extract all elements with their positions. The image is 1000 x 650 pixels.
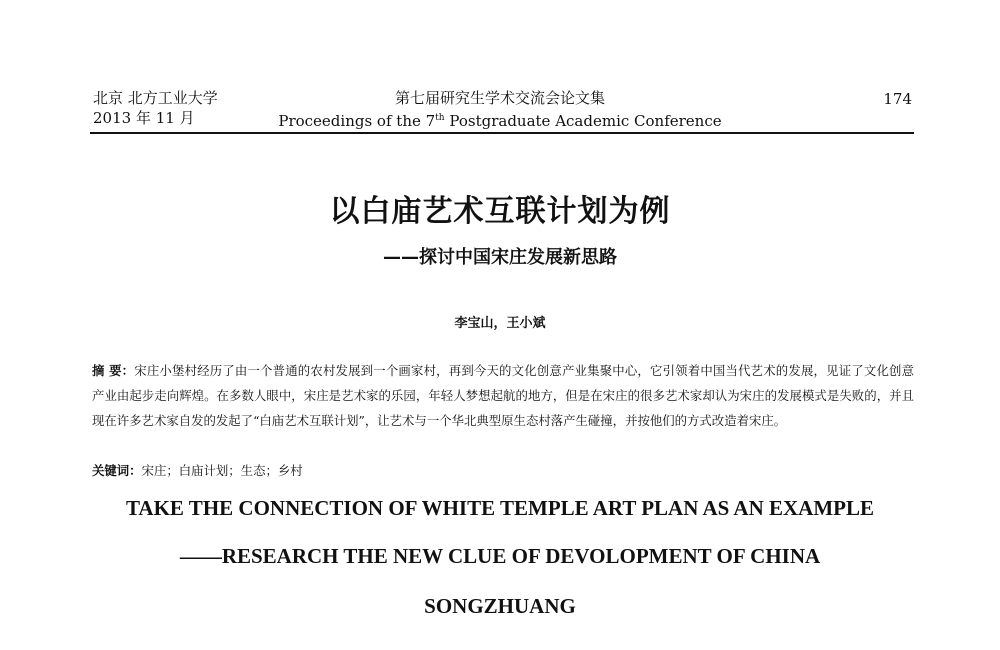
english-title: TAKE THE CONNECTION OF WHITE TEMPLE ART PLAN AS AN EXAMPLE [125, 496, 874, 520]
header-conference-en-sup: th [435, 113, 445, 123]
header-date: 2013 年 11 月 [93, 109, 195, 127]
header-conference-en-pre: Proceedings of the 7 [278, 112, 436, 130]
header-conference-cn: 第七届研究生学术交流会论文集 [394, 89, 605, 107]
keywords [92, 461, 303, 479]
english-subtitle-line2: SONGZHUANG [424, 594, 576, 618]
paper-authors: 李宝山，王小斌 [454, 316, 546, 331]
header-conference-en-post: Postgraduate Academic Conference [444, 112, 722, 130]
header-left [93, 88, 218, 128]
abstract [92, 358, 914, 433]
page-number: 174 [883, 90, 912, 108]
keywords-label: 关键词： [92, 463, 142, 478]
paper-title: 以白庙艺术互联计划为例 [329, 194, 671, 229]
paper-subtitle: ——探讨中国宋庄发展新思路 [383, 247, 617, 268]
english-subtitle-line1: ——RESEARCH THE NEW CLUE OF DEVOLOPMENT OF CHINA [179, 544, 821, 568]
keywords-text: 宋庄；白庙计划；生态；乡村 [141, 463, 303, 478]
header-center [250, 88, 750, 131]
abstract-label: 摘 要： [92, 363, 135, 378]
header-rule [90, 132, 914, 134]
header-conference-en [250, 108, 750, 131]
abstract-text: 宋庄小堡村经历了由一个普通的农村发展到一个画家村，再到今天的文化创意产业集聚中心，它引领着中国当代艺术的发展，见证了文化创意产业由起步走向辉煌。在多数人眼中，宋庄是艺术家的乐园，年轻人梦想起航的地方，但是在宋庄的很多艺术家却认为宋庄的发展模式是失败的，并且现在许多艺术家自发的发起了“白庙艺术互联计划”，让艺术与一个华北典型原生态村落产生碰撞，并按他们的方式改造着宋庄。 [92, 363, 914, 428]
header-location: 北京 北方工业大学 [93, 89, 218, 107]
